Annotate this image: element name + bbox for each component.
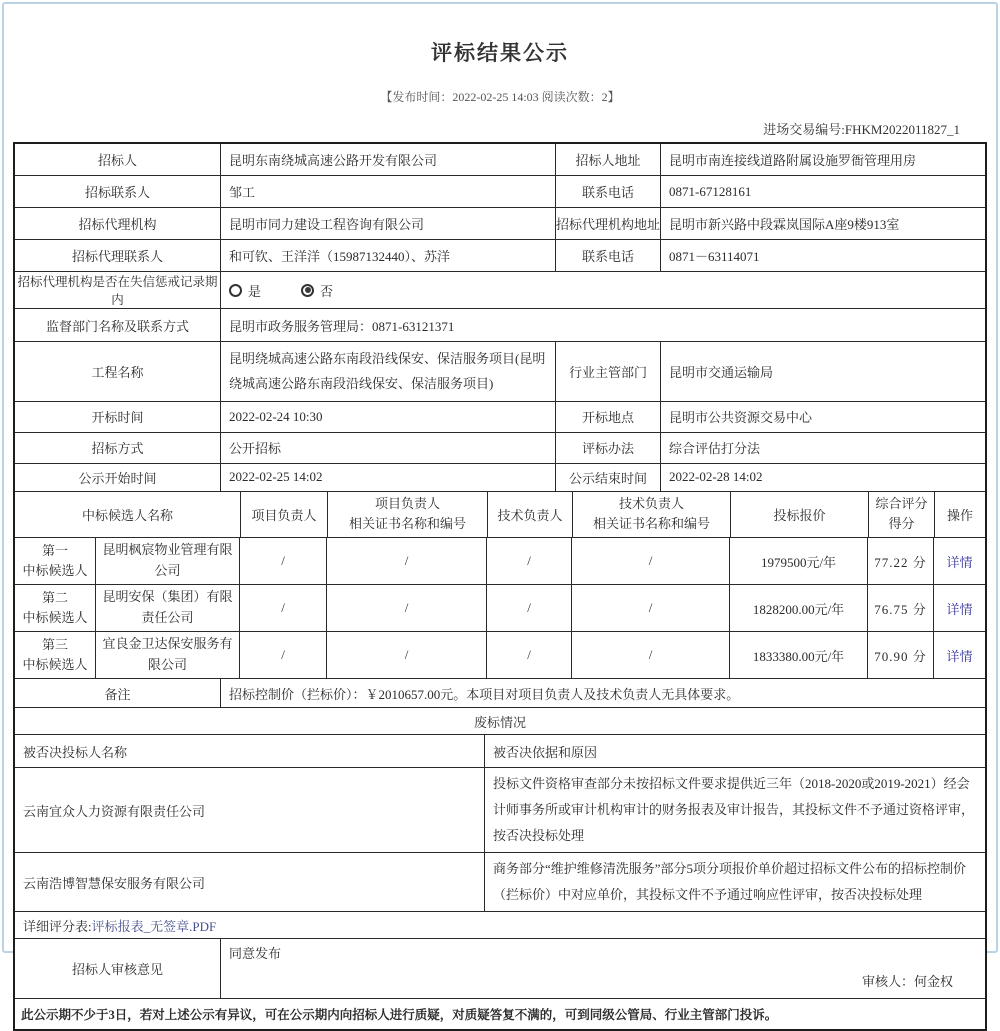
value-tender-contact: 邹工 [221, 176, 556, 207]
candidates-header-row [15, 492, 985, 539]
radio-yes-icon[interactable] [229, 284, 242, 297]
table-row [15, 433, 985, 464]
col-bid-price: 投标报价 [731, 492, 869, 538]
label-supervision: 监督部门名称及联系方式 [15, 309, 221, 341]
label-project-name: 工程名称 [15, 342, 221, 401]
candidate-rank: 第一 中标候选人 [15, 538, 96, 584]
candidate-pm-cert: / [327, 538, 487, 584]
candidate-price: 1833380.00元/年 [730, 632, 868, 678]
radio-option-yes[interactable] [229, 281, 261, 300]
credit-record-row [15, 272, 985, 309]
label-publicity-start: 公示开始时间 [15, 464, 221, 491]
value-project-name: 昆明绕城高速公路东南段沿线保安、保洁服务项目(昆明绕城高速公路东南段沿线保安、保洁服务项目) [221, 342, 556, 401]
value-supervision: 昆明市政务服务管理局：0871-63121371 [229, 318, 455, 334]
candidate-company: 昆明枫宸物业管理有限公司 [96, 538, 240, 584]
col-rejected-reason: 被否决依据和原因 [493, 744, 598, 760]
label-tender-method: 招标方式 [15, 433, 221, 463]
auditor-name: 审核人：何金权 [861, 974, 953, 990]
value-agency: 昆明市同力建设工程咨询有限公司 [221, 208, 556, 239]
candidate-pm: / [240, 585, 327, 631]
detail-link[interactable]: 详情 [946, 554, 973, 570]
score-sheet-cell [15, 912, 985, 938]
rejected-header-row [15, 735, 985, 768]
candidate-row [15, 538, 985, 585]
col-tech-manager: 技术负责人 [488, 492, 573, 538]
value-publicity-start: 2022-02-25 14:02 [221, 464, 556, 491]
label-agency-address: 招标代理机构地址 [556, 208, 661, 239]
candidate-tech: / [487, 538, 572, 584]
announcement-table [13, 142, 987, 1031]
candidate-tech: / [487, 632, 572, 678]
candidate-score: 70.90 分 [868, 632, 934, 678]
col-pm-certificate: 项目负责人 相关证书名称和编号 [328, 492, 488, 538]
value-remark: 招标控制价（拦标价）：￥2010657.00元。本项目对项目负责人及技术负责人无具体要求。 [229, 686, 740, 702]
value-agency-contact: 和可钦、王洋洋（15987132440）、苏洋 [221, 240, 556, 271]
candidate-tech: / [487, 585, 572, 631]
label-agency: 招标代理机构 [15, 208, 221, 239]
candidate-price: 1828200.00元/年 [730, 585, 868, 631]
rejected-reason: 商务部分“维护维修清洗服务”部分5项分项报价单价超过招标文件公布的招标控制价（拦标价）中对应单价，其投标文件不予通过响应性评审，按否决投标处理 [493, 861, 967, 903]
value-phone-2: 0871－63114071 [669, 249, 760, 264]
table-row [15, 144, 985, 176]
label-phone-2: 联系电话 [556, 240, 661, 271]
review-value: 同意发布 [229, 946, 282, 962]
value-phone-1: 0871-67128161 [669, 183, 752, 199]
radio-no-icon[interactable] [301, 284, 314, 297]
detail-link[interactable]: 详情 [946, 601, 973, 617]
candidate-score: 76.75 分 [868, 585, 934, 631]
rejected-row [15, 853, 985, 912]
remark-row [15, 679, 985, 708]
label-tender-contact: 招标联系人 [15, 176, 221, 207]
label-agency-contact: 招标代理联系人 [15, 240, 221, 271]
label-bid-open-place: 开标地点 [556, 402, 661, 432]
trade-number: 进场交易编号:FHKM2022011827_1 [763, 122, 960, 137]
label-credit-record: 招标代理机构是否在失信惩戒记录期内 [15, 272, 221, 308]
label-review: 招标人审核意见 [15, 939, 221, 998]
value-industry-dept: 昆明市交通运输局 [669, 364, 774, 380]
col-score: 综合评分得分 [869, 492, 935, 538]
col-tech-certificate: 技术负责人 相关证书名称和编号 [573, 492, 731, 538]
col-rejected-bidder: 被否决投标人名称 [15, 735, 485, 767]
rejected-bidder-name: 云南宜众人力资源有限责任公司 [15, 768, 485, 852]
radio-no-label: 否 [320, 283, 334, 299]
rejected-row [15, 768, 985, 853]
candidate-rank: 第三 中标候选人 [15, 632, 96, 678]
table-row [15, 402, 985, 433]
label-phone-1: 联系电话 [556, 176, 661, 207]
rejected-section-row [15, 708, 985, 735]
rejected-bidder-name: 云南浩博智慧保安服务有限公司 [15, 853, 485, 911]
credit-record-options [221, 272, 985, 308]
candidate-price: 1979500元/年 [730, 538, 868, 584]
candidate-pm: / [240, 538, 327, 584]
label-publicity-end: 公示结束时间 [556, 464, 661, 491]
rejected-section-title: 废标情况 [473, 714, 526, 730]
supervision-row [15, 309, 985, 342]
candidate-tech-cert: / [572, 632, 730, 678]
value-bid-open-time: 2022-02-24 10:30 [221, 402, 556, 432]
table-row [15, 176, 985, 208]
candidate-pm-cert: / [327, 585, 487, 631]
review-row [15, 939, 985, 999]
candidate-tech-cert: / [572, 585, 730, 631]
detail-link[interactable]: 详情 [946, 648, 973, 664]
candidate-pm-cert: / [327, 632, 487, 678]
page-title: 评标结果公示 [431, 41, 569, 65]
col-candidate-name: 中标候选人名称 [15, 492, 241, 538]
project-row [15, 342, 985, 402]
candidate-row [15, 585, 985, 632]
score-sheet-row [15, 912, 985, 939]
radio-option-no[interactable] [301, 281, 333, 300]
table-row [15, 208, 985, 240]
candidate-pm: / [240, 632, 327, 678]
label-tenderee: 招标人 [15, 144, 221, 175]
label-industry-dept: 行业主管部门 [556, 342, 661, 401]
value-tender-method: 公开招标 [221, 433, 556, 463]
review-value-cell [221, 939, 985, 998]
radio-yes-label: 是 [248, 283, 262, 299]
col-project-manager: 项目负责人 [241, 492, 328, 538]
label-tenderee-address: 招标人地址 [556, 144, 661, 175]
table-row [15, 240, 985, 272]
value-bid-open-place: 昆明市公共资源交易中心 [669, 410, 813, 426]
value-tenderee: 昆明东南绕城高速公路开发有限公司 [221, 144, 556, 175]
footer-note-row [15, 999, 985, 1029]
label-bid-open-time: 开标时间 [15, 402, 221, 432]
score-sheet-pdf-link[interactable]: 评标报表_无签章.PDF [91, 918, 217, 934]
announcement-page [2, 2, 998, 1023]
score-sheet-prefix: 详细评分表: [23, 918, 92, 934]
col-action: 操作 [946, 507, 973, 523]
value-agency-address: 昆明市新兴路中段霖岚国际A座9楼913室 [669, 217, 900, 232]
candidate-rank: 第二 中标候选人 [15, 585, 96, 631]
publish-info: 【发布时间：2022-02-25 14:03 阅读次数：2】 [380, 90, 620, 104]
candidate-score: 77.22 分 [868, 538, 934, 584]
candidate-company: 昆明安保（集团）有限责任公司 [96, 585, 240, 631]
value-tenderee-address: 昆明市南连接线道路附属设施罗衙管理用房 [669, 153, 917, 168]
label-remark: 备注 [15, 679, 221, 707]
candidate-tech-cert: / [572, 538, 730, 584]
footer-note: 此公示期不少于3日，若对上述公示有异议，可在公示期内向招标人进行质疑，对质疑答复不满的，可到同级公管局、行业主管部门投诉。 [21, 1008, 778, 1023]
rejected-reason: 投标文件资格审查部分未按招标文件要求提供近三年（2018-2020或2019-2021）经会计师事务所或审计机构审计的财务报表及审计报告，其投标文件不予通过资格评审，按否决投标处理 [493, 776, 975, 844]
candidate-row [15, 632, 985, 679]
table-row [15, 464, 985, 492]
candidate-company: 宜良金卫达保安服务有限公司 [96, 632, 240, 678]
value-eval-method: 综合评估打分法 [669, 441, 761, 457]
value-publicity-end: 2022-02-28 14:02 [669, 469, 763, 485]
label-eval-method: 评标办法 [556, 433, 661, 463]
